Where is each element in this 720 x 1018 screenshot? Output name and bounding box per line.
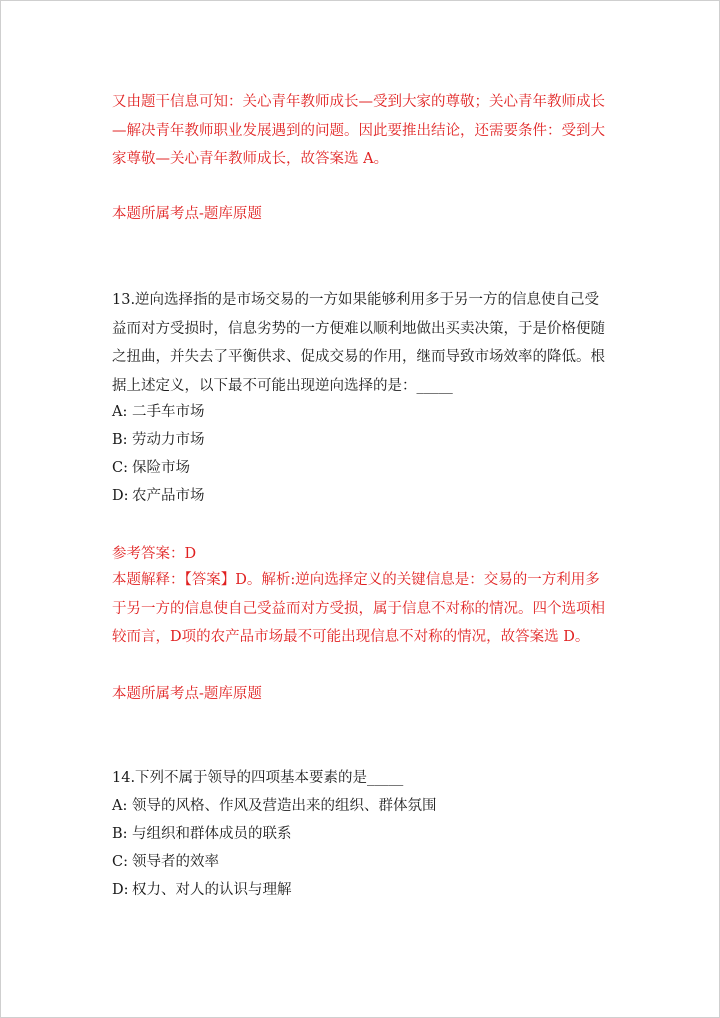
option-text: 保险市场	[132, 460, 190, 476]
q14-option-a	[112, 796, 437, 816]
q13-option-a	[112, 402, 205, 422]
option-letter: A:	[112, 798, 128, 814]
q13-option-b	[112, 430, 205, 450]
option-letter: B:	[112, 432, 128, 448]
q13-answer: 参考答案：D	[112, 546, 197, 562]
q14-option-b	[112, 824, 292, 844]
option-letter: A:	[112, 404, 128, 420]
option-text: 领导的风格、作风及营造出来的组织、群体氛围	[132, 798, 437, 814]
q14-option-d	[112, 880, 292, 900]
q14-option-c	[112, 852, 219, 872]
option-text: 权力、对人的认识与理解	[132, 882, 292, 898]
option-letter: C:	[112, 854, 128, 870]
source-note: 本题所属考点-题库原题	[112, 206, 262, 222]
option-letter: B:	[112, 826, 128, 842]
source-note: 本题所属考点-题库原题	[112, 686, 262, 702]
q13-option-c	[112, 458, 190, 478]
q13-explanation: 本题解释：【答案】D。解析:逆向选择定义的关键信息是：交易的一方利用多于另一方的信息使自己受益而对方受损，属于信息不对称的情况。四个选项相较而言，D项的农产品市场最不可能出现信息不对称的情况，故答案选 D。	[112, 572, 605, 645]
option-letter: D:	[112, 882, 129, 898]
q13-option-d	[112, 486, 205, 506]
question-14-stem: 14.下列不属于领导的四项基本要素的是_____	[112, 770, 404, 786]
question-13-stem: 13.逆向选择指的是市场交易的一方如果能够利用多于另一方的信息使自己受益而对方受损时，信息劣势的一方便难以顺利地做出买卖决策，于是价格便随之扭曲，并失去了平衡供求、促成交易的作用，继而导致市场效率的降低。根据上述定义，以下最不可能出现逆向选择的是：_____	[112, 292, 605, 394]
option-text: 与组织和群体成员的联系	[132, 826, 292, 842]
intro-explanation: 又由题干信息可知：关心青年教师成长—受到大家的尊敬；关心青年教师成长—解决青年教师职业发展遇到的问题。因此要推出结论，还需要条件：受到大家尊敬—关心青年教师成长，故答案选 A。	[112, 94, 605, 167]
option-text: 农产品市场	[132, 488, 205, 504]
option-letter: C:	[112, 460, 128, 476]
option-text: 劳动力市场	[132, 432, 205, 448]
option-letter: D:	[112, 488, 129, 504]
option-text: 二手车市场	[132, 404, 205, 420]
option-text: 领导者的效率	[132, 854, 219, 870]
